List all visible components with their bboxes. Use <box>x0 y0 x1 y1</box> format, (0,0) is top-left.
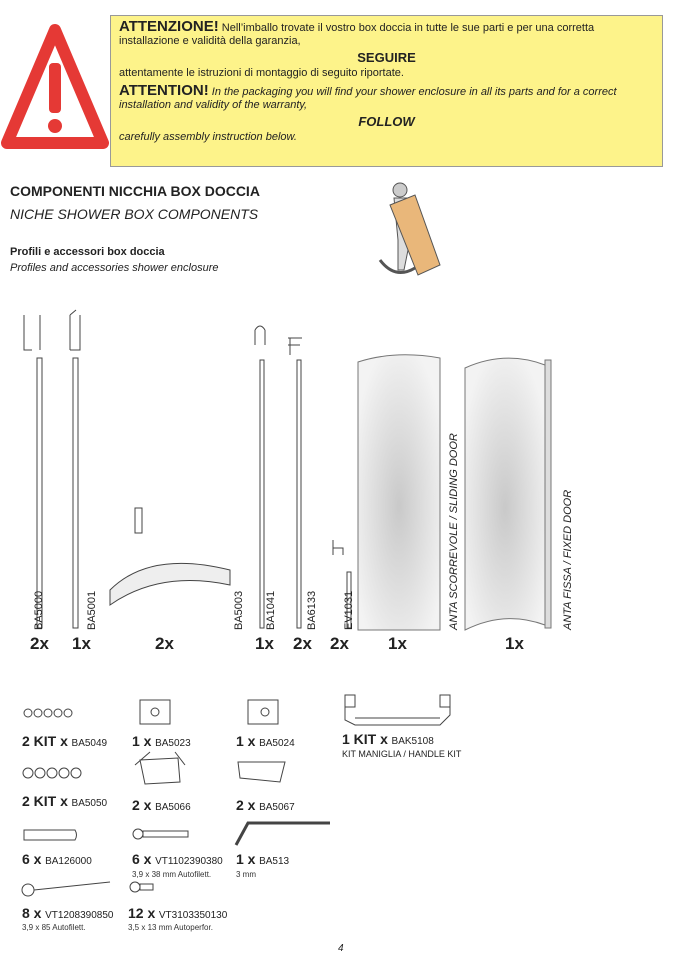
page-number: 4 <box>338 943 344 954</box>
profile-qty: 1x <box>255 634 274 653</box>
warning-it-end: attentamente le istruzioni di montaggio di seguito riportate. <box>119 67 404 79</box>
accessory-note: 3,9 x 85 Autofilett. <box>22 923 86 932</box>
accessory-item: 2 KIT x BA5049 <box>22 733 108 749</box>
screw-icon <box>22 884 34 896</box>
profile-code: ANTA SCORREVOLE / SLIDING DOOR <box>448 433 460 630</box>
profile-code: EV1031 <box>343 590 355 630</box>
profile-qty: 2x <box>330 634 349 653</box>
profile-code: BA1041 <box>265 590 277 630</box>
fixed-door-panel <box>465 358 545 630</box>
bracket-icon <box>140 700 170 724</box>
profile-qty: 1x <box>388 634 407 653</box>
handle-icon <box>345 700 450 725</box>
profile-code: BA5001 <box>86 590 98 630</box>
accessory-note: 3 mm <box>236 870 256 879</box>
profile-qty: 1x <box>505 634 524 653</box>
profile-code: BA6133 <box>306 590 318 630</box>
accessory-note: KIT MANIGLIA / HANDLE KIT <box>342 749 462 759</box>
accessory-item: 2 x BA5067 <box>236 797 295 813</box>
profile-section-icon <box>24 315 40 350</box>
warning-en-follow: FOLLOW <box>358 114 415 129</box>
warning-it-follow: SEGUIRE <box>357 50 416 65</box>
screw-icon <box>130 882 140 892</box>
carry-panel-icon <box>370 180 450 280</box>
accessory-item: 2 x BA5066 <box>132 797 191 813</box>
profile-qty: 1x <box>72 634 91 653</box>
accessory-item: 2 KIT x BA5050 <box>22 793 108 809</box>
profile-qty: 2x <box>155 634 174 653</box>
clip-icon <box>135 752 185 784</box>
profile-qty: 2x <box>30 634 49 653</box>
warning-it-text: Nell’imballo trovate il vostro box doccia in tutte le sue parti e per una corretta installazione e validità della garanzia, <box>119 22 595 47</box>
sliding-door-panel <box>358 355 440 630</box>
profile-qty: 2x <box>293 634 312 653</box>
warning-en-text: In the packaging you will find your shower enclosure in all its parts and for a correct installation and validity of the warranty, <box>119 86 617 111</box>
accessory-item: 1 x BA5023 <box>132 733 191 749</box>
warning-triangle-icon <box>0 18 110 158</box>
accessory-item: 1 x BA5024 <box>236 733 295 749</box>
bracket-icon <box>248 700 278 724</box>
washer-icon <box>23 768 81 778</box>
accessory-item: 12 x VT3103350130 <box>128 905 228 921</box>
profiles-drawing <box>0 300 684 640</box>
section-title-en: NICHE SHOWER BOX COMPONENTS <box>10 206 259 222</box>
allen-key-icon <box>236 823 330 845</box>
warning-en-end: carefully assembly instruction below. <box>119 131 297 143</box>
warning-it-title: ATTENZIONE! <box>119 18 219 35</box>
accessory-item: 8 x VT1208390850 <box>22 905 114 921</box>
washer-icon <box>24 709 72 717</box>
profile-code: BA5003 <box>233 590 245 630</box>
clip-icon <box>238 762 285 782</box>
section-title-it: COMPONENTI NICCHIA BOX DOCCIA <box>10 183 260 199</box>
accessory-item: 6 x BA126000 <box>22 851 92 867</box>
profile-code: ANTA FISSA / FIXED DOOR <box>562 489 574 630</box>
wall-plug-icon <box>24 830 77 840</box>
accessory-item: 6 x VT1102390380 <box>132 851 223 867</box>
subsection-en: Profiles and accessories shower enclosure <box>10 262 219 274</box>
subsection-it: Profili e accessori box doccia <box>10 246 165 258</box>
screw-icon <box>133 829 143 839</box>
warning-en-title: ATTENTION! <box>119 82 209 99</box>
warning-box <box>110 15 663 167</box>
accessory-note: 3,9 x 38 mm Autofilett. <box>132 870 212 879</box>
accessory-note: 3,5 x 13 mm Autoperfor. <box>128 923 213 932</box>
accessory-item: 1 KIT x BAK5108 <box>342 731 434 747</box>
accessory-item: 1 x BA513 <box>236 851 290 867</box>
profile-code: BA5000 <box>33 590 45 630</box>
